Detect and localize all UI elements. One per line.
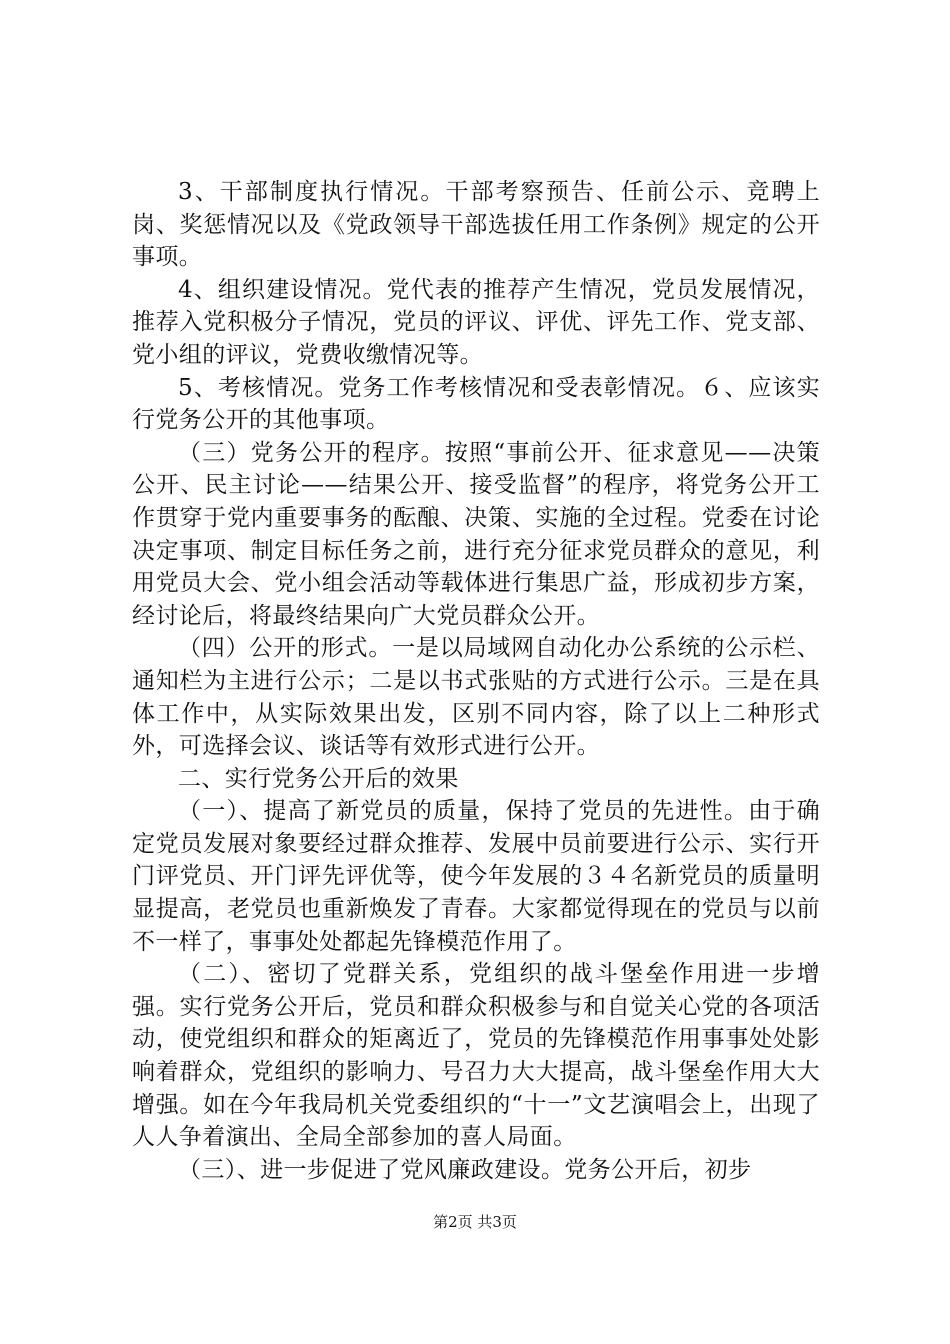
paragraph-effect-three: （三）、进一步促进了党风廉政建设。党务公开后，初步 — [178, 1156, 752, 1183]
paragraph-effect-one: （一）、提高了新党员的质量，保持了党员的先进性。由于确定党员发展对象要经过群众推荐、发展中员前要进行公示、实行开门评党员、开门评先评优等，使今年发展的３４名新党员的质量明显提高，老党员也重新焕发了青春。大家都觉得现在的党员与以前不一样了，事事处处都起先锋模范作用了。 — [132, 798, 820, 955]
document-body — [132, 176, 820, 1186]
page-number-label: 第2页 共3页 — [433, 1213, 517, 1231]
paragraph-effect-two: （二）、密切了党群关系，党组织的战斗堡垒作用进一步增强。实行党务公开后，党员和群众积极参与和自觉关心党的各项活动，使党组织和群众的矩离近了，党员的先锋模范作用事事处处影响着群众，党组织的影响力、号召力大大提高，战斗堡垒作用大大增强。如在今年我局机关党委组织的“十一”文艺演唱会上，出现了人人争着演出、全局全部参加的喜人局面。 — [132, 961, 820, 1151]
page-footer — [0, 1212, 950, 1232]
paragraph-assessment: 5、考核情况。党务工作考核情况和受表彰情况。６、应该实行党务公开的其他事项。 — [132, 374, 820, 434]
paragraph-organization-building: 4、组织建设情况。党代表的推荐产生情况，党员发展情况，推荐入党积极分子情况，党员的评议、评优、评先工作、党支部、党小组的评议，党费收缴情况等。 — [132, 276, 820, 368]
paragraph-forms: （四）公开的形式。一是以局域网自动化办公系统的公示栏、通知栏为主进行公示；二是以书式张贴的方式进行公示。三是在具体工作中，从实际效果出发，区别不同内容，除了以上二种形式外，可选择会议、谈话等有效形式进行公开。 — [132, 635, 820, 760]
paragraph-cadre-system: 3、干部制度执行情况。干部考察预告、任前公示、竞聘上岗、奖惩情况以及《党政领导干部选拔任用工作条例》规定的公开事项。 — [132, 179, 820, 271]
section-heading-effects: 二、实行党务公开后的效果 — [178, 765, 459, 792]
paragraph-procedure: （三）党务公开的程序。按照“事前公开、征求意见——决策公开、民主讨论——结果公开、接受监督”的程序，将党务公开工作贯穿于党内重要事务的酝酿、决策、实施的全过程。党委在讨论决定事项、制定目标任务之前，进行充分征求党员群众的意见，利用党员大会、党小组会活动等载体进行集思广益，形成初步方案，经讨论后，将最终结果向广大党员群众公开。 — [132, 439, 820, 629]
